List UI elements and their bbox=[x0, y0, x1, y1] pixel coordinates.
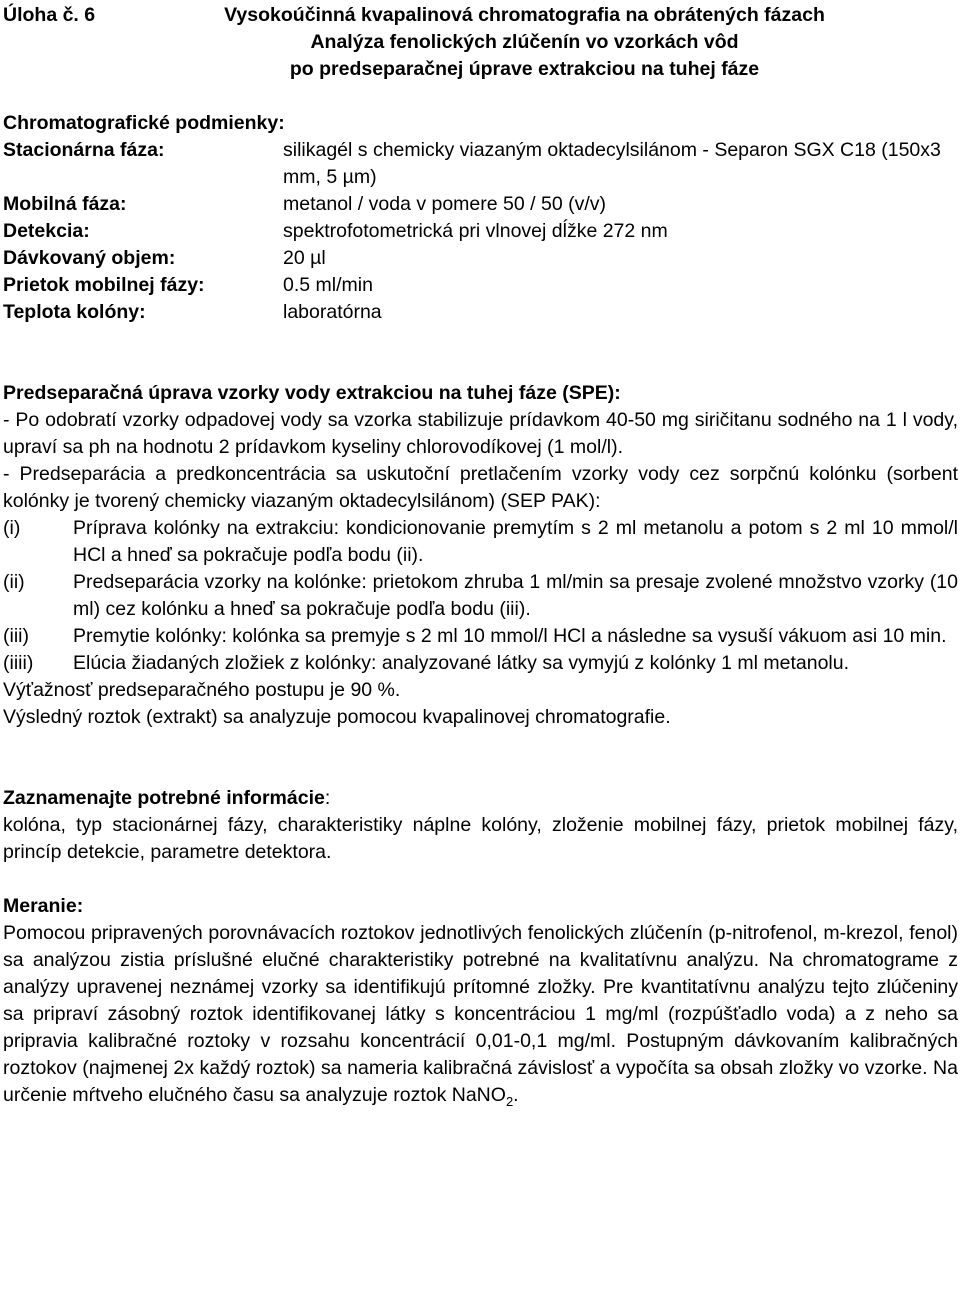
condition-label: Stacionárna fáza: bbox=[3, 139, 165, 161]
spe-step bbox=[3, 623, 958, 650]
notes-text: kolóna, typ stacionárnej fázy, charakteristiky náplne kolóny, zloženie mobilnej fázy, prietok mobilnej fázy, princíp detekcie, parametre detektora. bbox=[3, 814, 958, 863]
spe-heading: Predseparačná úprava vzorky vody extrakciou na tuhej fáze (SPE): bbox=[3, 382, 621, 404]
step-number: (ii) bbox=[3, 571, 25, 593]
condition-value: spektrofotometrická pri vlnovej dĺžke 272 nm bbox=[283, 220, 668, 242]
condition-label: Mobilná fáza: bbox=[3, 193, 127, 215]
task-label: Úloha č. 6 bbox=[3, 4, 96, 26]
condition-label: Dávkovaný objem: bbox=[3, 247, 176, 269]
step-number: (iii) bbox=[3, 625, 29, 647]
measurement-heading: Meranie: bbox=[3, 895, 84, 917]
measurement-text: Pomocou pripravených porovnávacích roztokov jednotlivých fenolických zlúčenín (p-nitrofenol, m-krezol, fenol) sa analýzou zistia príslušné elučné charakteristiky potrebné na kvalitatívnu analýzu. Na chromatograme z analýzy upravenej neznámej vzorky sa identifikujú prítomné zložky. Pre kvantitatívnu analýzu tejto zlúčeniny sa pripraví zásobný roztok identifikovanej látky s koncentráciou 1 mg/ml (rozpúšťadlo voda) a z neho sa pripravia kalibračné roztoky v rozsahu koncentrácií 0,01-0,1 mg/ml. Postupným dávkovaním kalibračných roztokov (najmenej 2x každý roztok) sa nameria kalibračná závislosť a vypočíta sa obsah zložky vo vzorke. Na určenie mŕtveho elučného času sa analyzuje roztok NaNO bbox=[3, 922, 958, 1106]
task-titles bbox=[151, 2, 958, 83]
step-text: Príprava kolónky na extrakciu: kondicionovanie premytím s 2 ml metanolu a potom s 2 ml 10 mmol/l HCl a hneď sa pokračuje podľa bodu (ii). bbox=[73, 517, 958, 566]
condition-value: metanol / voda v pomere 50 / 50 (v/v) bbox=[283, 193, 606, 215]
formula-subscript: 2 bbox=[505, 1093, 514, 1109]
condition-value: 0.5 ml/min bbox=[283, 274, 373, 296]
condition-label: Teplota kolóny: bbox=[3, 301, 146, 323]
condition-label: Prietok mobilnej fázy: bbox=[3, 274, 205, 296]
spe-yield: Výťažnosť predseparačného postupu je 90 %. bbox=[3, 679, 401, 701]
title-line-2: Analýza fenolických zlúčenín vo vzorkách vôd bbox=[310, 31, 739, 53]
spe-paragraph-stabilization: - Po odobratí vzorky odpadovej vody sa vzorka stabilizuje prídavkom 40-50 mg siričitanu sodného na 1 l vody, upraví sa ph na hodnotu 2 prídavkom kyseliny chlorovodíkovej (1 mol/l). bbox=[3, 409, 958, 458]
spe-final: Výsledný roztok (extrakt) sa analyzuje pomocou kvapalinovej chromatografie. bbox=[3, 706, 671, 728]
condition-value: laboratórna bbox=[283, 301, 382, 323]
spe-step bbox=[3, 650, 958, 677]
condition-label: Detekcia: bbox=[3, 220, 90, 242]
condition-row-detection bbox=[3, 218, 958, 245]
condition-row-injection-volume bbox=[3, 245, 958, 272]
conditions-heading: Chromatografické podmienky: bbox=[3, 112, 285, 134]
task-header bbox=[3, 2, 958, 83]
spe-step bbox=[3, 569, 958, 623]
condition-row-stationary-phase bbox=[3, 137, 958, 191]
spe-step bbox=[3, 515, 958, 569]
step-text: Elúcia žiadaných zložiek z kolónky: analyzované látky sa vymyjú z kolónky 1 ml metanolu. bbox=[73, 652, 850, 674]
document-page bbox=[3, 2, 958, 1109]
measurement-paragraph bbox=[3, 920, 958, 1109]
spe-paragraph-preseparation: - Predseparácia a predkoncentrácia sa uskutoční pretlačením vzorky vody cez sorpčnú kolónku (sorbent kolónky je tvorený chemicky viazaným oktadecylsilánom) (SEP PAK): bbox=[3, 463, 958, 512]
title-line-3: po predseparačnej úprave extrakciou na tuhej fáze bbox=[289, 58, 760, 80]
step-text: Premytie kolónky: kolónka sa premyje s 2 ml 10 mmol/l HCl a následne sa vysuší vákuom asi 10 min. bbox=[73, 625, 947, 647]
notes-colon: : bbox=[324, 787, 331, 809]
condition-value: 20 µl bbox=[283, 247, 326, 269]
step-text: Predseparácia vzorky na kolónke: prietokom zhruba 1 ml/min sa presaje zvolené množstvo vzorky (10 ml) cez kolónku a hneď sa pokračuje podľa bodu (iii). bbox=[73, 571, 958, 620]
condition-row-column-temperature bbox=[3, 299, 958, 326]
notes-heading-line bbox=[3, 785, 958, 812]
title-line-1: Vysokoúčinná kvapalinová chromatografia na obrátených fázach bbox=[224, 4, 825, 26]
step-number: (iiii) bbox=[3, 652, 34, 674]
notes-heading: Zaznamenajte potrebné informácie bbox=[3, 787, 325, 809]
condition-row-mobile-phase bbox=[3, 191, 958, 218]
condition-value: silikagél s chemicky viazaným oktadecylsilánom - Separon SGX C18 (150x3 mm, 5 µm) bbox=[283, 139, 941, 188]
step-number: (i) bbox=[3, 517, 21, 539]
measurement-end: . bbox=[513, 1084, 519, 1106]
condition-row-flow-rate bbox=[3, 272, 958, 299]
